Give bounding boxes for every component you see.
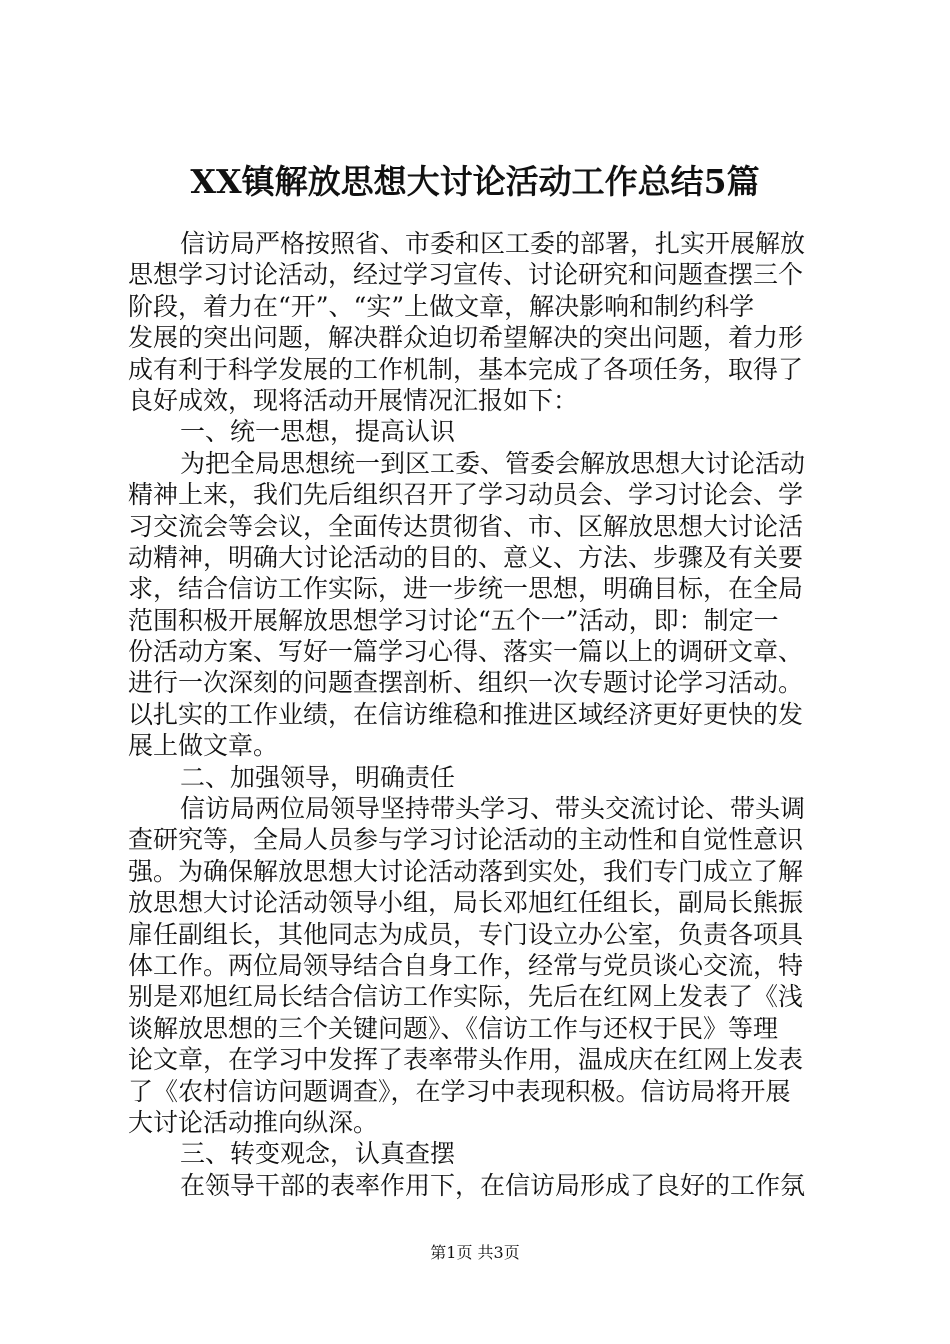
paragraph-line: 发展的突出问题，解决群众迫切希望解决的突出问题，着力形 (128, 323, 804, 353)
paragraph-line: 范围积极开展解放思想学习讨论“五个一”活动，即：制定一 (128, 605, 779, 635)
paragraph-line: 体工作。两位局领导结合自身工作，经常与党员谈心交流，特 (128, 950, 804, 980)
paragraph-line: 以扎实的工作业绩，在信访维稳和推进区域经济更好更快的发 (128, 699, 804, 729)
section-heading: 一、统一思想，提高认识 (180, 417, 456, 447)
paragraph-line: 大讨论活动推向纵深。 (128, 1107, 379, 1137)
paragraph-line: 动精神，明确大讨论活动的目的、意义、方法、步骤及有关要 (128, 542, 804, 572)
paragraph-line: 求，结合信访工作实际，进一步统一思想，明确目标，在全局 (128, 574, 804, 604)
paragraph-line: 进行一次深刻的问题查摆剖析、组织一次专题讨论学习活动。 (128, 668, 804, 698)
paragraph-line: 论文章，在学习中发挥了表率带头作用，温成庆在红网上发表 (128, 1045, 804, 1075)
paragraph-line: 良好成效，现将活动开展情况汇报如下： (128, 385, 579, 415)
paragraph-line: 查研究等，全局人员参与学习讨论活动的主动性和自觉性意识 (128, 825, 804, 855)
page-number-footer: 第1页 共3页 (430, 1243, 520, 1262)
paragraph-line: 份活动方案、写好一篇学习心得、落实一篇以上的调研文章、 (128, 637, 804, 667)
paragraph-line: 别是邓旭红局长结合信访工作实际，先后在红网上发表了《浅 (128, 982, 804, 1012)
paragraph-line: 谈解放思想的三个关键问题》、《信访工作与还权于民》等理 (128, 1013, 779, 1043)
paragraph-line: 精神上来，我们先后组织召开了学习动员会、学习讨论会、学 (128, 480, 804, 510)
section-heading: 三、转变观念，认真查摆 (180, 1139, 456, 1169)
paragraph-line: 思想学习讨论活动，经过学习宣传、讨论研究和问题查摆三个 (128, 260, 804, 290)
document-body (128, 228, 828, 1201)
paragraph-line: 成有利于科学发展的工作机制，基本完成了各项任务，取得了 (128, 354, 804, 384)
paragraph-line: 放思想大讨论活动领导小组，局长邓旭红任组长，副局长熊振 (128, 888, 804, 918)
paragraph-line: 展上做文章。 (128, 731, 279, 761)
paragraph-line: 信访局两位局领导坚持带头学习、带头交流讨论、带头调 (180, 794, 806, 824)
paragraph-line: 阶段，着力在“开”、“实”上做文章，解决影响和制约科学 (128, 291, 755, 321)
paragraph-line: 习交流会等会议，全面传达贯彻省、市、区解放思想大讨论活 (128, 511, 804, 541)
paragraph-line: 在领导干部的表率作用下，在信访局形成了良好的工作氛 (180, 1170, 806, 1200)
paragraph-line: 了《农村信访问题调查》，在学习中表现积极。信访局将开展 (128, 1076, 791, 1106)
document-title: XX镇解放思想大讨论活动工作总结5篇 (190, 162, 760, 201)
paragraph-line: 扉任副组长，其他同志为成员，专门设立办公室，负责各项具 (128, 919, 804, 949)
paragraph-line: 为把全局思想统一到区工委、管委会解放思想大讨论活动 (180, 448, 806, 478)
paragraph-line: 强。为确保解放思想大讨论活动落到实处，我们专门成立了解 (128, 856, 804, 886)
section-heading: 二、加强领导，明确责任 (180, 762, 456, 792)
paragraph-line: 信访局严格按照省、市委和区工委的部署，扎实开展解放 (180, 229, 806, 258)
